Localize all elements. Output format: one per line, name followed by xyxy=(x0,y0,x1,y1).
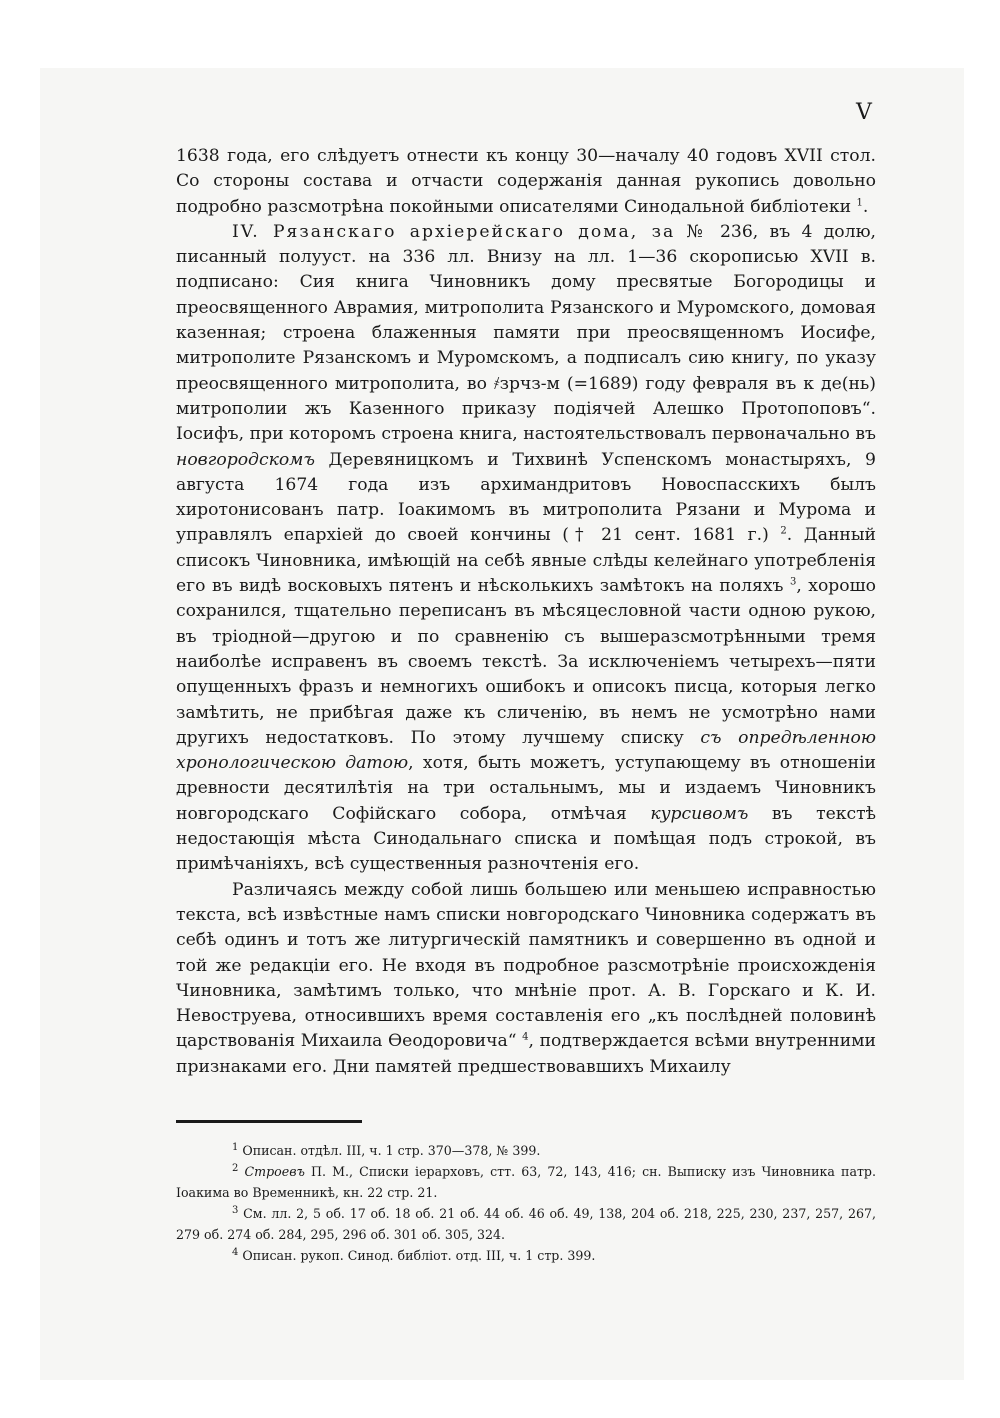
paragraph xyxy=(176,144,876,220)
text-run: Описан. отдѣл. III, ч. 1 стр. 370—378, № 399. xyxy=(238,1143,541,1158)
footnote-marker: 1 xyxy=(232,1141,239,1153)
text-run: , хотя, быть можетъ, уступающему въ отношеніи древности десятилѣтія на три остальнымъ, мы и издаемъ Чиновникъ новгородскаго Софійскаго собора, отмѣчая xyxy=(176,753,877,824)
footnote xyxy=(176,1245,876,1266)
footnote-marker: 2 xyxy=(780,525,787,537)
text-run: 1638 года, его слѣдуетъ отнести къ концу 30—началу 40 годовъ XVII стол. Со стороны состава и отчасти содержанія данная рукопись довольно подробно разсмотрѣна покойными описателями Синодальной библіотеки xyxy=(176,146,876,217)
page-number: V xyxy=(856,100,873,125)
text-run: Деревяницкомъ и Тихвинѣ Успенскомъ монастыряхъ, 9 августа 1674 года изъ архимандритовъ Новоспасскихъ былъ хиротонисованъ патр. Іоакимомъ въ митрополита Рязани и Мурома и управлялъ епархіей до своей кончины († 21 сент. 1681 г.) xyxy=(176,449,876,546)
footnote-marker: 3 xyxy=(232,1204,239,1216)
footnote xyxy=(176,1203,876,1245)
spaced-heading-text: IV. Рязанскаго архіерейскаго дома, за xyxy=(232,221,676,242)
paragraph xyxy=(176,878,876,1080)
footnote-divider xyxy=(176,1120,362,1123)
italic-text: съ опредѣленною хронологическою датою xyxy=(176,727,877,774)
footnote xyxy=(176,1161,876,1203)
footnote-marker: 3 xyxy=(789,576,797,588)
text-run: , подтверждается всѣми внутренними признаками его. Дни памятей предшествовавшихъ Михаилу xyxy=(176,1031,877,1077)
footnote xyxy=(176,1140,876,1161)
paragraph xyxy=(176,220,876,878)
text-run: Различаясь между собой лишь большею или меньшею исправностью текста, всѣ извѣстные намъ списки новгородскаго Чиновника содержатъ въ себѣ одинъ и тотъ же литургическій памятникъ и совершенно въ одной и той же редакціи его. Не входя въ подробное разсмотрѣніе происхожденія Чиновника, замѣтимъ только, что мнѣніе прот. А. В. Горскаго и К. И. Невоструева, относившихъ время составленія его „къ послѣдней половинѣ царствованія Михаила Ѳеодоровича“ xyxy=(176,879,876,1052)
text-run: № 236, въ 4 долю, писанный полууст. на 336 лл. Внизу на лл. 1—36 скорописью XVII в. подписано: Сия книга Чиновникъ дому пресвятые Богородицы и преосвященного Аврамия, митрополита Рязанского и Муромского, домовая казенная; строена блаженныя памяти при преосвященномъ Иосифе, митрополите Рязанскомъ и Муромскомъ, а подписалъ сию книгу, по указу преосвященного митрополита, во ҂зрчз-м (=1689) году февраля въ к де(нь) митрополии жъ Казенного приказу подіячей Алешко Протопоповъ“. Іосифъ, при которомъ строена книга, настоятельствовалъ первоначально въ xyxy=(176,221,876,445)
text-run: П. М., Списки іерарховъ, стт. 63, 72, 143, 416; сн. Выписку изъ Чиновника патр. Іоакима во Временникѣ, кн. 22 стр. 21. xyxy=(176,1164,876,1200)
footnote-marker: 4 xyxy=(522,1031,529,1043)
footnote-marker: 2 xyxy=(232,1162,239,1174)
text-run: См. лл. 2, 5 об. 17 об. 18 об. 21 об. 44 об. 46 об. 49, 138, 204 об. 218, 225, 230, 237, 257, 267, 279 об. 274 об. 284, 295, 296 об. 301 об. 305, 324. xyxy=(176,1206,876,1242)
text-run: , хорошо сохранился, тщательно переписанъ въ мѣсяцесловной части одною рукою, въ тріодной—другою и по сравненію съ вышеразсмотрѣнными тремя наиболѣе исправенъ въ своемъ текстѣ. За исключеніемъ четырехъ—пяти опущенныхъ фразъ и немногихъ ошибокъ и описокъ писца, которыя легко замѣтить, не прибѣгая даже къ сличенію, въ немъ не усмотрѣно нами другихъ недостатковъ. По этому лучшему списку xyxy=(176,576,876,748)
text-run: Описан. рукоп. Синод. библіот. отд. III, ч. 1 стр. 399. xyxy=(238,1248,596,1263)
text-run: . xyxy=(862,196,869,217)
italic-text: Строевъ xyxy=(244,1164,305,1179)
footnotes xyxy=(176,1140,876,1266)
text-run: въ текстѣ недостающія мѣста Синодальнаго списка и помѣщая подъ строкой, въ примѣчаніяхъ, всѣ существенныя разночтенія его. xyxy=(176,803,876,875)
italic-text: курсивомъ xyxy=(650,803,749,824)
text-run: . Данный списокъ Чиновника, имѣющій на себѣ явные слѣды келейнаго употребленія его въ видѣ восковыхъ пятенъ и нѣсколькихъ замѣтокъ на поляхъ xyxy=(176,525,877,597)
footnote-marker: 4 xyxy=(232,1246,239,1258)
footnote-marker: 1 xyxy=(856,196,863,208)
body-text xyxy=(176,144,876,1080)
italic-text: новгородскомъ xyxy=(176,449,315,470)
